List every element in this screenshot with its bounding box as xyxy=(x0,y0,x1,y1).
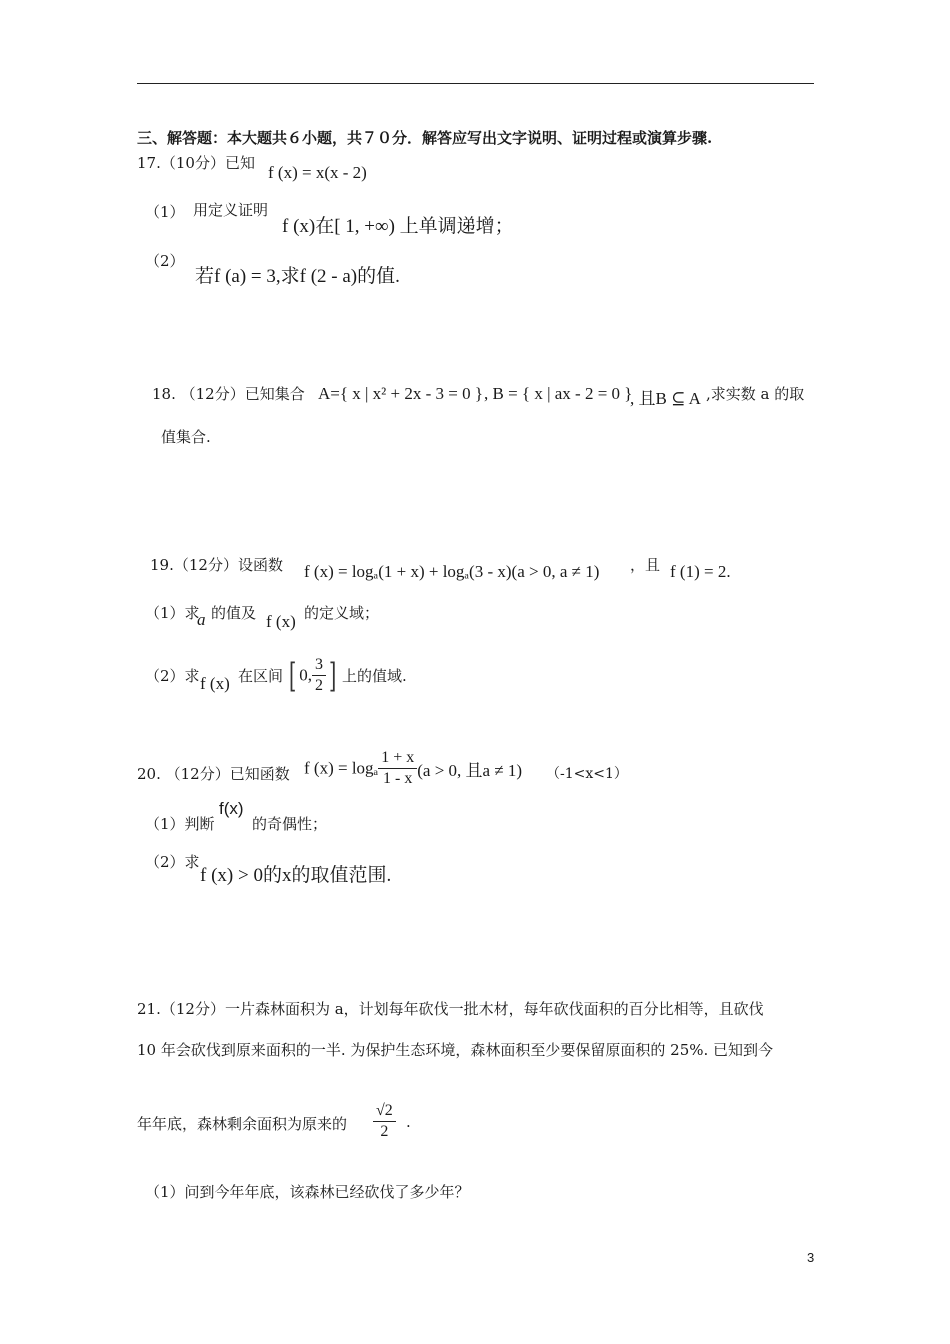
fraction-denominator: 2 xyxy=(315,677,324,694)
q20-part1-f: f(x) xyxy=(219,799,244,818)
q21-line3: 年年底，森林剩余面积为原来的 xyxy=(137,1115,348,1133)
q20-part2-formula: f (x) > 0的x的取值范围. xyxy=(200,865,392,886)
q19-part1-f: f (x) xyxy=(266,612,296,631)
q20-formula xyxy=(304,748,522,796)
q21-line1: 21.（12分）一片森林面积为 a，计划每年砍伐一批木材，每年砍伐面积的百分比相等，且砍伐 xyxy=(137,1000,764,1018)
q17-label: 17.（10分）已知 xyxy=(137,154,255,172)
q18-set-b: , B = { x | ax - 2 = 0 } xyxy=(484,384,633,403)
interval-fraction xyxy=(312,655,326,696)
q20-fraction xyxy=(378,748,417,789)
q21-part1: （1）问到今年年底，该森林已经砍伐了多少年？ xyxy=(145,1183,470,1201)
q20-denominator: 1 - x xyxy=(383,770,413,787)
q19-part2-mid: 在区间 xyxy=(238,667,284,685)
q17-part1-text: 用定义证明 xyxy=(193,201,269,219)
q21-fraction xyxy=(373,1101,396,1142)
q20-range: （-1<x<1） xyxy=(546,766,628,782)
q19-part1-a: a xyxy=(197,610,206,629)
q20-formula-right: (a > 0, 且a ≠ 1) xyxy=(417,761,523,780)
q20-formula-left: f (x) = logₐ xyxy=(304,758,379,778)
q17-formula: f (x) = x(x - 2) xyxy=(268,163,367,182)
q19-part1-label: （1）求 xyxy=(145,604,200,622)
q20-label: 20. （12分）已知函数 xyxy=(137,765,290,783)
q18-set-a: A={ x | x² + 2x - 3 = 0 } xyxy=(318,384,484,403)
section-heading: 三、解答题：本大题共６小题，共７０分．解答应写出文字说明、证明过程或演算步骤. xyxy=(137,129,713,147)
q19-interval xyxy=(286,655,339,711)
header-rule xyxy=(137,83,814,84)
q20-part1-label: （1）判断 xyxy=(145,815,215,833)
interval-left: 0, xyxy=(299,665,313,685)
sqrt-denominator: 2 xyxy=(380,1123,389,1140)
q21-line2: 10 年会砍伐到原来面积的一半. 为保护生态环境，森林面积至少要保留原面积的 25%. 已知到今 xyxy=(137,1041,774,1059)
q18-label: 18. （12分）已知集合 xyxy=(152,385,305,403)
q20-numerator: 1 + x xyxy=(378,748,417,769)
left-bracket: [ xyxy=(288,655,297,696)
q17-part2-label: （2） xyxy=(145,252,185,270)
sqrt2-over-2 xyxy=(373,1101,396,1142)
q21-period: . xyxy=(406,1113,411,1131)
q19-part1-tail: 的定义域； xyxy=(304,604,380,622)
q19-part1-mid: 的值及 xyxy=(211,604,257,622)
q17-part2-formula: 若f (a) = 3,求f (2 - a)的值. xyxy=(195,266,400,287)
q19-formula: f (x) = logₐ(1 + x) + logₐ(3 - x)(a > 0, a ≠ 1) xyxy=(304,562,600,581)
page-number: 3 xyxy=(807,1250,815,1265)
q20-part2-label: （2）求 xyxy=(145,853,200,871)
q18-tail: ,求实数 a 的取 xyxy=(706,385,805,403)
sqrt-numerator: √2 xyxy=(373,1101,396,1122)
q19-condition: f (1) = 2. xyxy=(670,562,731,581)
q19-part2-f: f (x) xyxy=(200,674,230,693)
q17-part1-label: （1） xyxy=(145,203,185,221)
q20-part1-tail: 的奇偶性； xyxy=(252,815,328,833)
fraction-numerator: 3 xyxy=(312,655,326,676)
q18-condition: , 且B ⊆ A xyxy=(630,389,701,408)
q19-label: 19.（12分）设函数 xyxy=(150,556,283,574)
q19-and: ，且 xyxy=(630,556,661,574)
q19-part2-label: （2）求 xyxy=(145,667,200,685)
right-bracket: ] xyxy=(329,655,337,696)
q17-part1-formula: f (x)在[ 1, +∞) 上单调递增； xyxy=(282,216,514,237)
q18-line2: 值集合. xyxy=(161,428,211,446)
q19-part2-tail: 上的值域. xyxy=(342,667,407,685)
